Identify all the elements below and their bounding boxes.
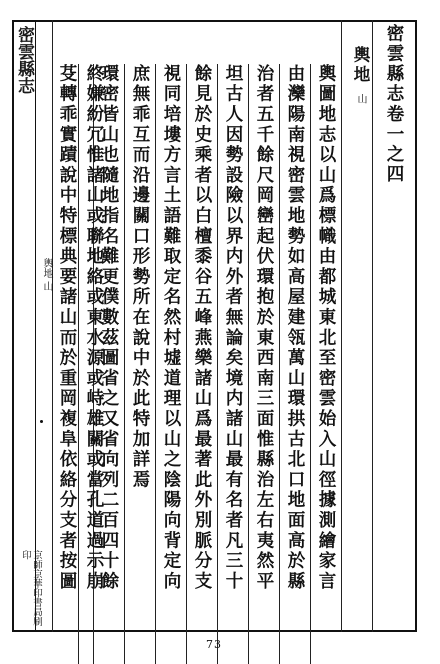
column-text: 坦古人因勢設險以界内外者無論矣境内諸山最有名者凡三十	[223, 64, 243, 592]
title-divider	[372, 20, 373, 632]
text-column-7	[124, 64, 155, 664]
spine-title: 密雲縣志	[14, 26, 34, 94]
spine-divider	[52, 20, 53, 632]
column-text: 餘見於史乘者以白檀黍谷五峰燕樂諸山爲最著此外別脈分支	[192, 64, 212, 592]
column-text: 終嫌紛冗惟諸山或聯地絡或東水源或峙雄關或當孔道過示崩	[84, 64, 104, 592]
section-divider	[341, 20, 342, 632]
text-column-1	[310, 64, 341, 664]
publisher-imprint: 京師京華印書局刷印	[20, 550, 42, 626]
volume-title: 密雲縣志卷一之四	[384, 24, 404, 185]
spine-section-label: 輿地 山	[41, 258, 52, 292]
text-column-3	[248, 64, 279, 664]
text-column-10	[54, 64, 78, 664]
column-text: 治者五千餘尺岡巒起伏環抱於東西南三面惟縣治左右夷然平	[254, 64, 274, 592]
column-text: 輿圖地志以山爲標幟由都城東北至密雲始入山徑據測繪家言	[316, 64, 336, 592]
column-text: 由灤陽南視密雲地勢如高屋建瓴萬山環拱古北口地面高於縣	[285, 64, 305, 592]
text-column-4	[217, 64, 248, 664]
column-text: 環密皆山也隨地指名難更僕數茲圖省之又省向列二百四十餘	[99, 64, 119, 592]
spine-dot	[40, 420, 43, 423]
section-title: 輿地	[351, 46, 370, 85]
page-number: 73	[206, 638, 222, 651]
text-column-5	[186, 64, 217, 664]
section-heading	[346, 46, 370, 104]
text-column-2	[279, 64, 310, 664]
text-column-6	[155, 64, 186, 664]
section-subtitle: 山	[355, 93, 366, 104]
column-text: 芟轉乖實蹟說中特標典要諸山而於重岡複阜依絡分支者按圖	[57, 64, 77, 592]
spine-strip	[12, 20, 42, 632]
column-text: 庶無乖互而沿邊關口形勢所在說中於此特加詳焉	[130, 64, 150, 491]
column-text: 視同培塿方言土語難取定名然村墟道理以山之陰陽向背定向	[161, 64, 181, 592]
text-column-9	[78, 64, 104, 664]
